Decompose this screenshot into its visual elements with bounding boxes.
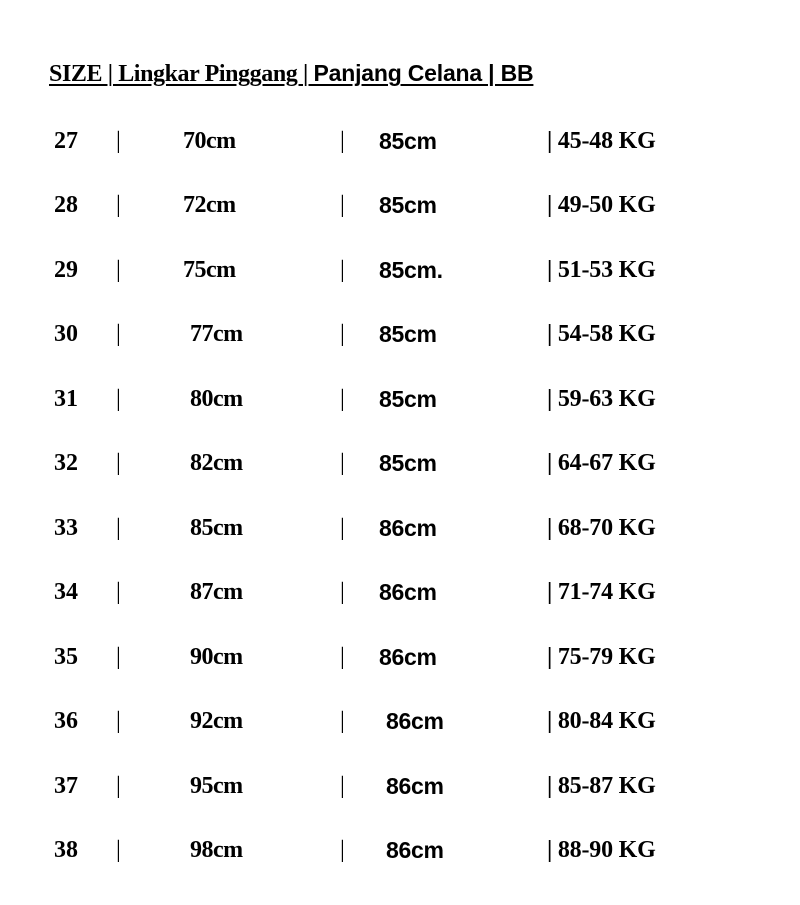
size-row xyxy=(0,637,800,677)
size-value: 30 xyxy=(54,321,78,347)
size-value: 27 xyxy=(54,128,78,154)
size-row xyxy=(0,443,800,483)
header-size-waist-label: SIZE | Lingkar Pinggang | xyxy=(49,61,314,87)
size-chart-header xyxy=(49,60,629,94)
size-value: 37 xyxy=(54,773,78,799)
size-row xyxy=(0,830,800,870)
column-separator: | xyxy=(116,515,121,541)
waist-value: 92cm xyxy=(190,708,243,734)
column-separator: | xyxy=(340,386,345,412)
waist-value: 70cm xyxy=(183,128,236,154)
column-separator: | xyxy=(340,128,345,154)
waist-value: 80cm xyxy=(190,386,243,412)
column-separator: | xyxy=(340,450,345,476)
column-separator: | xyxy=(116,450,121,476)
header-length-weight-label: Panjang Celana | BB xyxy=(313,60,534,86)
length-value: 85cm xyxy=(379,321,437,347)
waist-value: 98cm xyxy=(190,837,243,863)
column-separator: | xyxy=(116,386,121,412)
waist-value: 85cm xyxy=(190,515,243,541)
column-separator: | xyxy=(340,579,345,605)
column-separator: | xyxy=(340,321,345,347)
column-separator: | xyxy=(116,257,121,283)
column-separator: | xyxy=(340,515,345,541)
size-value: 31 xyxy=(54,386,78,412)
column-separator: | xyxy=(340,773,345,799)
size-row xyxy=(0,572,800,612)
weight-value: | 59-63 KG xyxy=(547,386,656,412)
weight-value: | 54-58 KG xyxy=(547,321,656,347)
size-row xyxy=(0,250,800,290)
weight-value: | 51-53 KG xyxy=(547,257,656,283)
size-value: 38 xyxy=(54,837,78,863)
length-value: 85cm xyxy=(379,450,437,476)
size-value: 29 xyxy=(54,257,78,283)
length-value: 86cm xyxy=(386,708,444,734)
column-separator: | xyxy=(116,773,121,799)
column-separator: | xyxy=(116,579,121,605)
length-value: 86cm xyxy=(379,644,437,670)
weight-value: | 88-90 KG xyxy=(547,837,656,863)
waist-value: 95cm xyxy=(190,773,243,799)
length-value: 86cm xyxy=(386,837,444,863)
weight-value: | 75-79 KG xyxy=(547,644,656,670)
weight-value: | 64-67 KG xyxy=(547,450,656,476)
column-separator: | xyxy=(340,837,345,863)
waist-value: 82cm xyxy=(190,450,243,476)
column-separator: | xyxy=(116,321,121,347)
length-value: 85cm xyxy=(379,192,437,218)
weight-value: | 71-74 KG xyxy=(547,579,656,605)
length-value: 85cm xyxy=(379,386,437,412)
size-value: 36 xyxy=(54,708,78,734)
size-row xyxy=(0,766,800,806)
length-value: 85cm xyxy=(379,128,437,154)
column-separator: | xyxy=(116,644,121,670)
length-value: 85cm. xyxy=(379,257,443,283)
column-separator: | xyxy=(340,644,345,670)
waist-value: 87cm xyxy=(190,579,243,605)
weight-value: | 68-70 KG xyxy=(547,515,656,541)
column-separator: | xyxy=(116,708,121,734)
size-value: 34 xyxy=(54,579,78,605)
column-separator: | xyxy=(116,192,121,218)
size-value: 33 xyxy=(54,515,78,541)
column-separator: | xyxy=(116,128,121,154)
waist-value: 90cm xyxy=(190,644,243,670)
weight-value: | 80-84 KG xyxy=(547,708,656,734)
length-value: 86cm xyxy=(379,579,437,605)
size-row xyxy=(0,379,800,419)
size-value: 28 xyxy=(54,192,78,218)
waist-value: 72cm xyxy=(183,192,236,218)
length-value: 86cm xyxy=(379,515,437,541)
column-separator: | xyxy=(116,837,121,863)
column-separator: | xyxy=(340,257,345,283)
column-separator: | xyxy=(340,708,345,734)
size-value: 32 xyxy=(54,450,78,476)
size-row xyxy=(0,701,800,741)
size-row xyxy=(0,185,800,225)
length-value: 86cm xyxy=(386,773,444,799)
waist-value: 75cm xyxy=(183,257,236,283)
weight-value: | 45-48 KG xyxy=(547,128,656,154)
size-row xyxy=(0,121,800,161)
waist-value: 77cm xyxy=(190,321,243,347)
size-value: 35 xyxy=(54,644,78,670)
column-separator: | xyxy=(340,192,345,218)
size-row xyxy=(0,508,800,548)
weight-value: | 85-87 KG xyxy=(547,773,656,799)
size-row xyxy=(0,314,800,354)
weight-value: | 49-50 KG xyxy=(547,192,656,218)
